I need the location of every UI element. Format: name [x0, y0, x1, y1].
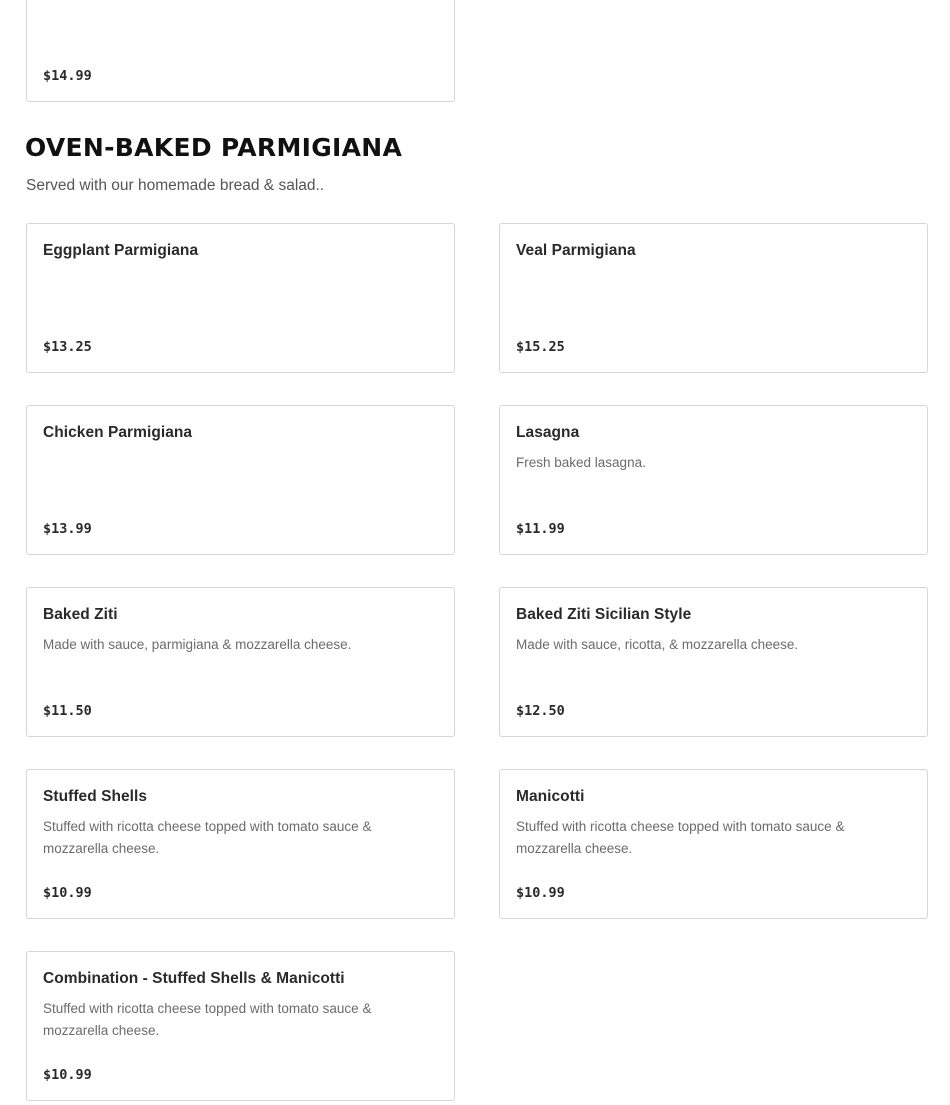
- menu-item-price: $13.99: [43, 521, 92, 537]
- menu-item-description: Stuffed with ricotta cheese topped with tomato sauce & mozzarella cheese.: [43, 819, 372, 856]
- menu-item-description: Made with sauce, parmigiana & mozzarella cheese.: [43, 637, 352, 652]
- menu-item-description: Stuffed with ricotta cheese topped with tomato sauce & mozzarella cheese.: [43, 1001, 372, 1038]
- menu-item-price: $12.50: [516, 703, 565, 719]
- menu-item-card[interactable]: [499, 223, 928, 373]
- menu-item-name: Veal Parmigiana: [516, 242, 636, 259]
- menu-item-name: Lasagna: [516, 424, 580, 441]
- menu-item-card[interactable]: [26, 951, 455, 1101]
- menu-item-card[interactable]: [26, 587, 455, 737]
- menu-item-description: Stuffed with ricotta cheese topped with tomato sauce & mozzarella cheese.: [516, 819, 845, 856]
- menu-item-name: Baked Ziti: [43, 606, 118, 623]
- menu-item-name: Combination - Stuffed Shells & Manicotti: [43, 970, 345, 987]
- menu-item-price: $11.50: [43, 703, 92, 719]
- menu-item-description: Made with sauce, ricotta, & mozzarella cheese.: [516, 637, 799, 652]
- menu-item-card[interactable]: [26, 223, 455, 373]
- menu-item-name: Manicotti: [516, 788, 585, 805]
- menu-item-price: $14.99: [43, 68, 92, 84]
- menu-item-card[interactable]: [499, 587, 928, 737]
- section-subtitle: Served with our homemade bread & salad..: [26, 177, 325, 194]
- menu-item-price: $15.25: [516, 339, 565, 355]
- menu-item-price: $10.99: [43, 885, 92, 901]
- section-title: OVEN-BAKED PARMIGIANA: [25, 133, 403, 162]
- menu-item-card-previous[interactable]: [26, 0, 455, 102]
- menu-item-name: Baked Ziti Sicilian Style: [516, 606, 692, 623]
- menu-item-price: $10.99: [516, 885, 565, 901]
- menu-item-name: Stuffed Shells: [43, 788, 148, 805]
- menu-item-description: Fresh baked lasagna.: [516, 455, 646, 470]
- menu-item-price: $10.99: [43, 1067, 92, 1083]
- menu-item-price: $11.99: [516, 521, 565, 537]
- menu-item-card[interactable]: [499, 405, 928, 555]
- menu-item-name: Eggplant Parmigiana: [43, 242, 199, 259]
- menu-item-name: Chicken Parmigiana: [43, 424, 193, 441]
- menu-item-card[interactable]: [499, 769, 928, 919]
- menu-item-card[interactable]: [26, 769, 455, 919]
- menu-item-card[interactable]: [26, 405, 455, 555]
- menu-item-price: $13.25: [43, 339, 92, 355]
